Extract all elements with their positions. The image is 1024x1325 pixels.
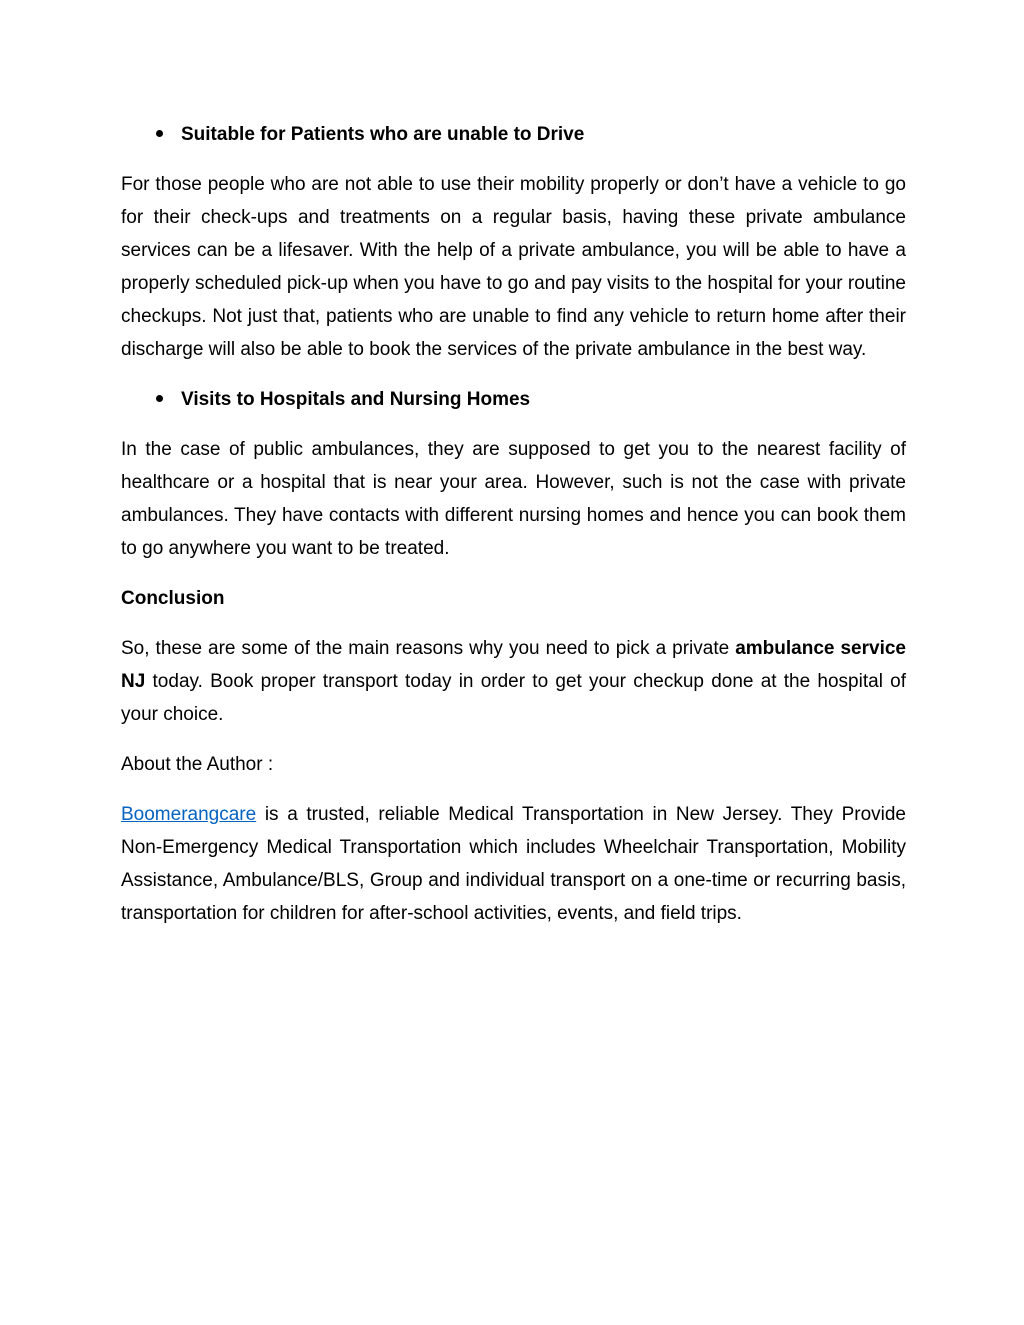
paragraph-author [121, 798, 906, 930]
bullet-heading-text: Visits to Hospitals and Nursing Homes [181, 389, 531, 410]
paragraph-hospitals: In the case of public ambulances, they are supposed to get you to the nearest facility of healthcare or a hospital that is near your area. However, such is not the case with private ambulances. They have contacts with different nursing homes and hence you can book them to go anywhere you want to be treated. [121, 439, 906, 559]
paragraph-drive: For those people who are not able to use their mobility properly or don’t have a vehicle to go for their check-ups and treatments on a regular basis, having these private ambulance services can be a lifesaver. With the help of a private ambulance, you will be able to have a properly scheduled pick-up when you have to go and pay visits to the hospital for your routine checkups. Not just that, patients who are unable to find any vehicle to return home after their discharge will also be able to book the services of the private ambulance in the best way. [121, 174, 906, 360]
bullet-heading-drive [121, 118, 906, 151]
author-link[interactable]: Boomerangcare [121, 804, 257, 825]
author-text: is a trusted, reliable Medical Transportation in New Jersey. They Provide Non-Emergency Medical Transportation which includes Wheelchair Transportation, Mobility Assistance, Ambulance/BLS, Group and individual transport on a one-time or recurring basis, transportation for children for after-school activities, events, and field trips. [121, 804, 906, 924]
paragraph-conclusion [121, 632, 906, 731]
bullet-heading-text: Suitable for Patients who are unable to Drive [181, 124, 585, 145]
conclusion-text-start: So, these are some of the main reasons why you need to pick a private [121, 638, 736, 659]
document-page [121, 118, 906, 947]
bullet-icon [156, 395, 163, 402]
conclusion-keyword: ambulance service NJ [121, 638, 906, 692]
conclusion-heading: Conclusion [121, 588, 225, 609]
about-author-heading: About the Author : [121, 754, 274, 775]
bullet-heading-hospitals [121, 383, 906, 416]
conclusion-text-end: today. Book proper transport today in order to get your checkup done at the hospital of your choice. [121, 671, 906, 725]
bullet-icon [156, 130, 163, 137]
